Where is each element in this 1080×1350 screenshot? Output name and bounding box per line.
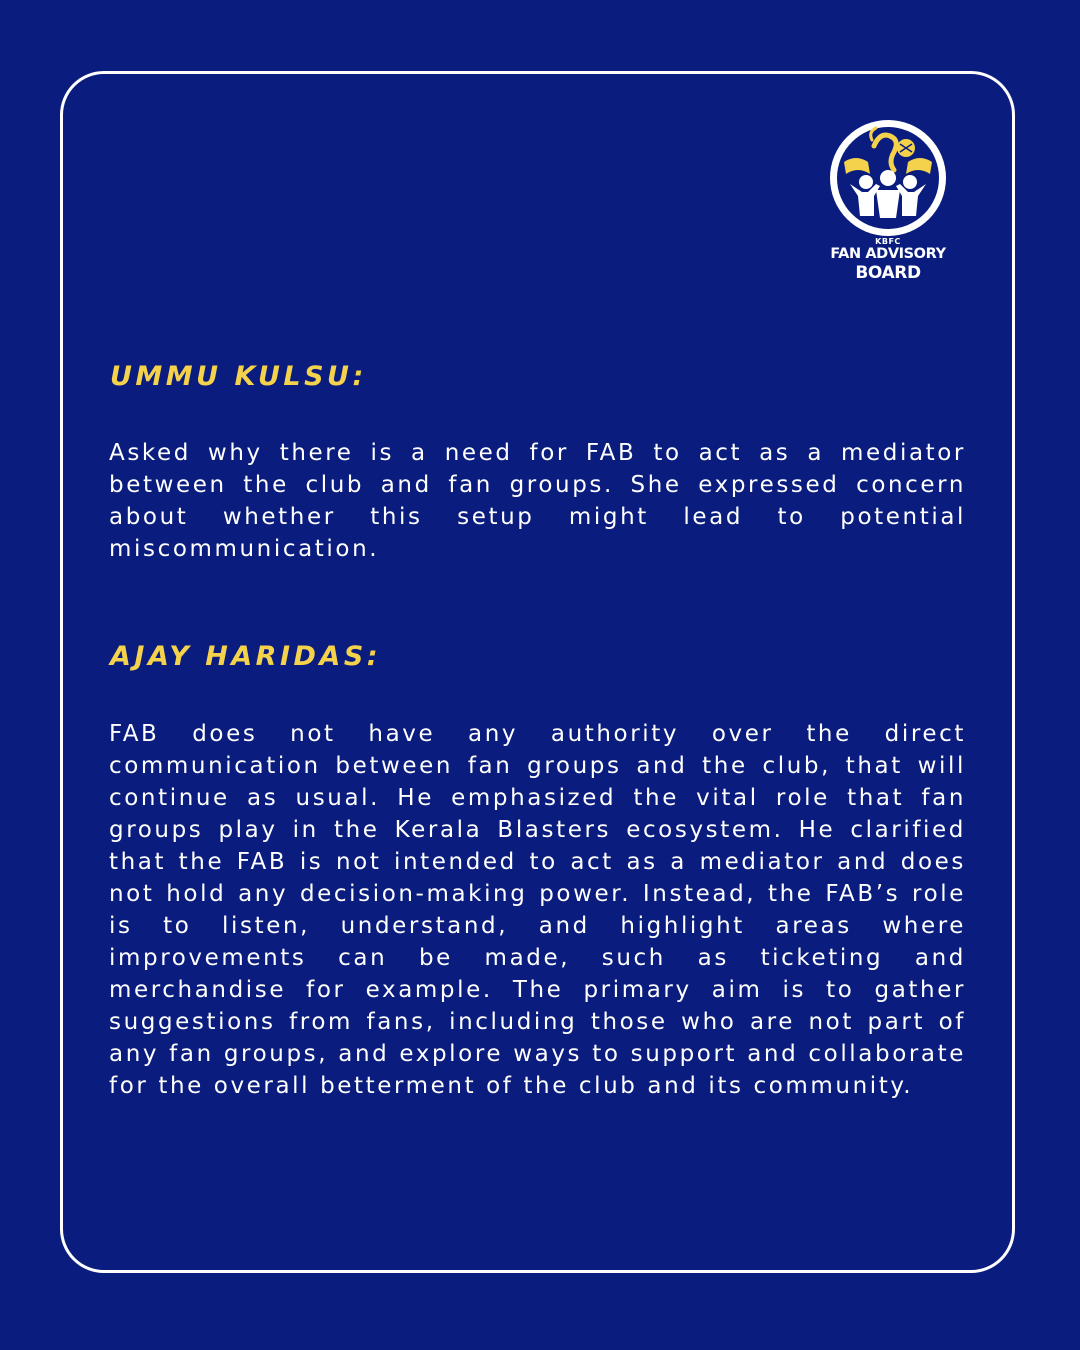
logo-title-line2: BOARD	[855, 263, 921, 283]
logo-title-line1: FAN ADVISORY	[830, 246, 946, 262]
kbfc-emblem-icon	[828, 118, 948, 238]
speaker-heading-ajay-haridas: AJAY HARIDAS:	[110, 641, 382, 672]
fan-advisory-board-logo	[818, 118, 958, 288]
speaker-heading-ummu-kulsu: UMMU KULSU:	[110, 361, 367, 392]
statement-ummu-kulsu: Asked why there is a need for FAB to act as a mediator between the club and fan groups. She expressed concern about whether this setup might lead to potential miscommunication.	[109, 440, 966, 562]
logo-kbfc-text: KBFC	[875, 237, 901, 246]
statement-ajay-haridas: FAB does not have any authority over the direct communication between fan groups and the club, that will continue as usual. He emphasized the vital role that fan groups play in the Kerala Blasters ecosystem. He clarified that the FAB is not intended to act as a mediator and does not hold any decision-making power. Instead, the FAB’s role is to listen, understand, and highlight areas where improvements can be made, such as ticketing and merchandise for example. The primary aim is to gather suggestions from fans, including those who are not part of any fan groups, and explore ways to support and collaborate for the overall betterment of the club and its community.	[109, 721, 966, 1099]
